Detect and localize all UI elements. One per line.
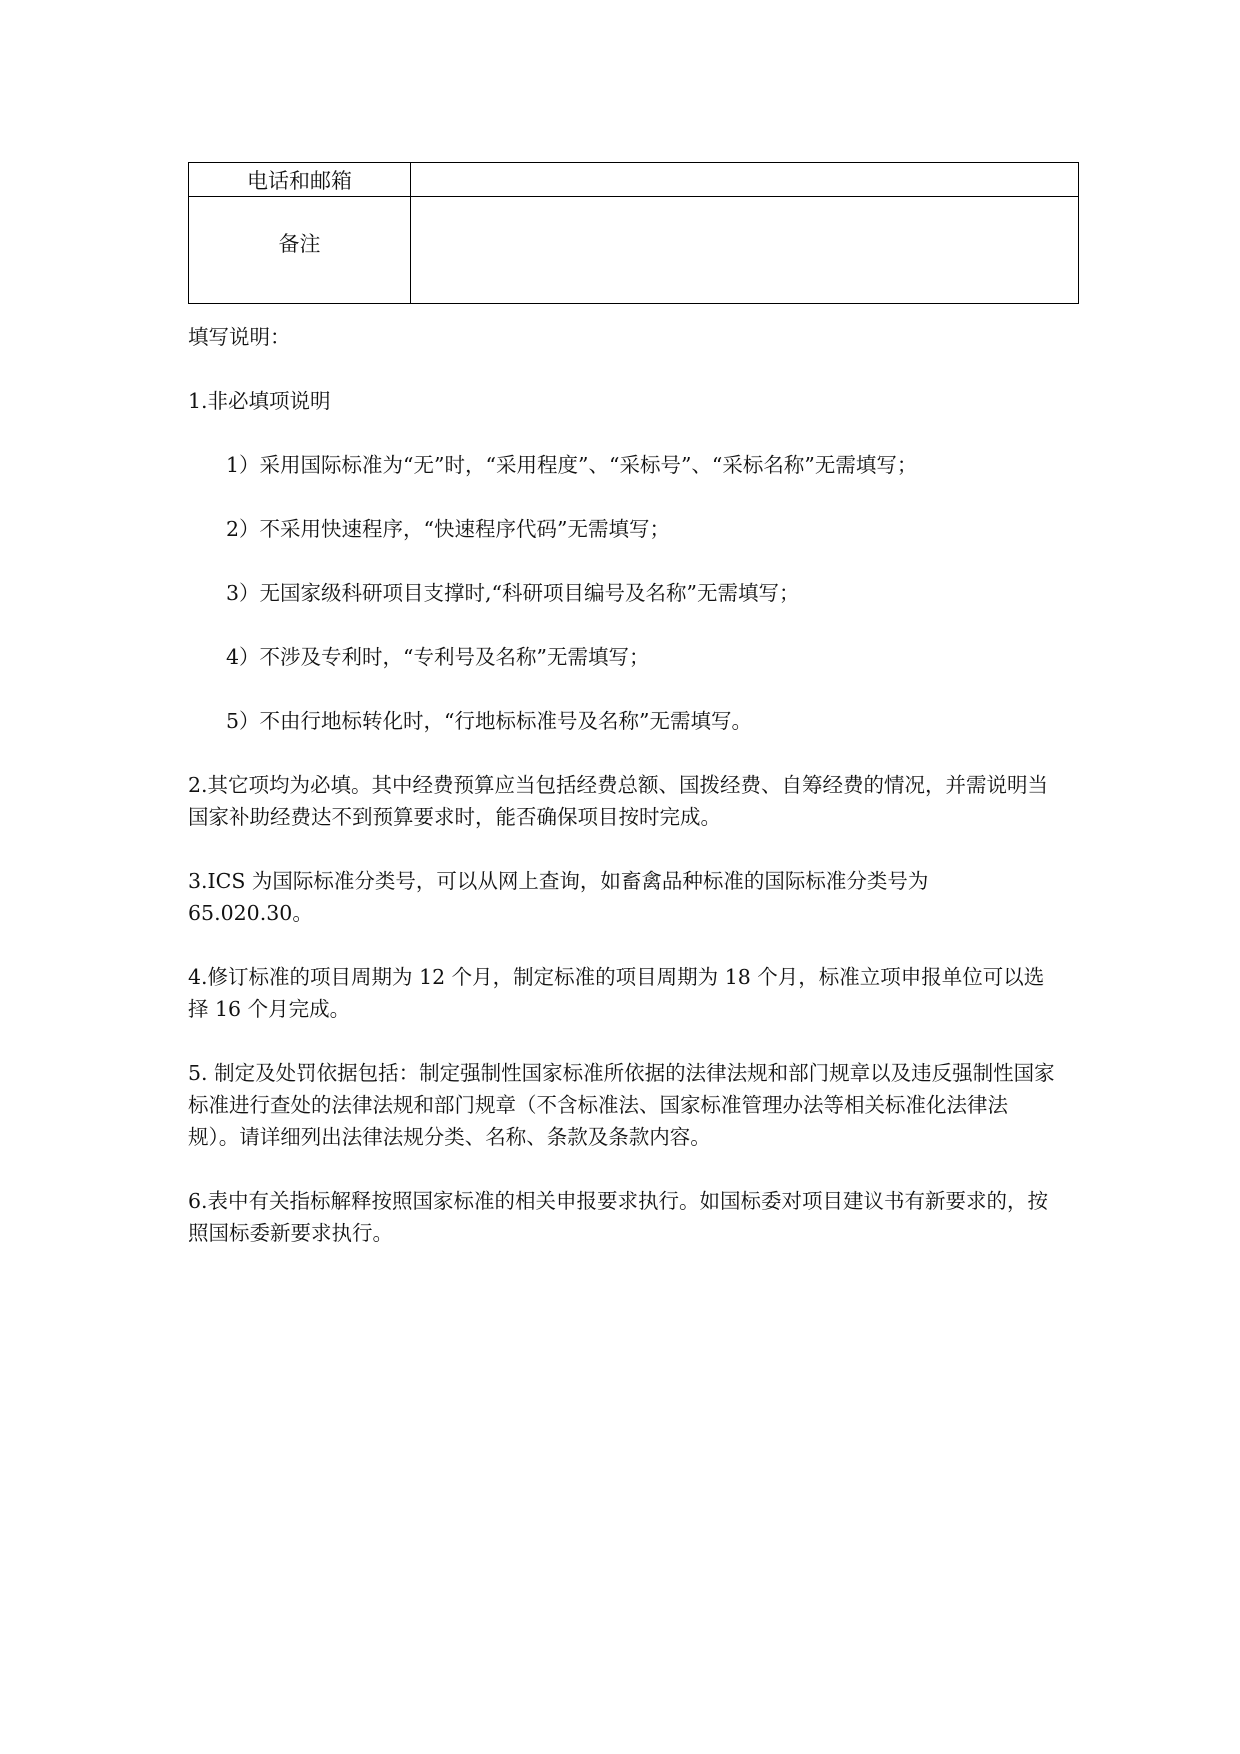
- instructions-heading: 填写说明：: [188, 325, 291, 349]
- remarks-label: 备注: [189, 197, 411, 304]
- info-table: [188, 162, 1079, 304]
- note-sub-item-3: 3）无国家级科研项目支撑时,“科研项目编号及名称”无需填写；: [226, 581, 800, 605]
- note-item-3: 3.ICS 为国际标准分类号，可以从网上查询，如畜禽品种标准的国际标准分类号为 65.020.30。: [188, 869, 929, 925]
- table-row-remarks: [189, 197, 1079, 304]
- note-item-5: 5. 制定及处罚依据包括：制定强制性国家标准所依据的法律法规和部门规章以及违反强制性国家标准进行查处的法律法规和部门规章（不含标准法、国家标准管理办法等相关标准化法律法规）。请详细列出法律法规分类、名称、条款及条款内容。: [188, 1061, 1055, 1149]
- phone-email-label: 电话和邮箱: [189, 163, 411, 197]
- phone-email-value: [411, 163, 1079, 197]
- note-item-1: 1.非必填项说明: [188, 389, 331, 413]
- filling-instructions: [188, 321, 1058, 1281]
- table-row-phone-email: [189, 163, 1079, 197]
- note-item-6: 6.表中有关指标解释按照国家标准的相关申报要求执行。如国标委对项目建议书有新要求的，按照国标委新要求执行。: [188, 1189, 1049, 1245]
- note-sub-item-1: 1）采用国际标准为“无”时，“采用程度”、“采标号”、“采标名称”无需填写；: [226, 453, 918, 477]
- note-item-4: 4.修订标准的项目周期为 12 个月，制定标准的项目周期为 18 个月，标准立项申报单位可以选择 16 个月完成。: [188, 965, 1045, 1021]
- note-item-2: 2.其它项均为必填。其中经费预算应当包括经费总额、国拨经费、自筹经费的情况，并需说明当国家补助经费达不到预算要求时，能否确保项目按时完成。: [188, 773, 1049, 829]
- note-sub-item-5: 5）不由行地标转化时，“行地标标准号及名称”无需填写。: [226, 709, 753, 733]
- note-sub-item-4: 4）不涉及专利时，“专利号及名称”无需填写；: [226, 645, 650, 669]
- note-sub-item-2: 2）不采用快速程序，“快速程序代码”无需填写；: [226, 517, 671, 541]
- remarks-value: [411, 197, 1079, 304]
